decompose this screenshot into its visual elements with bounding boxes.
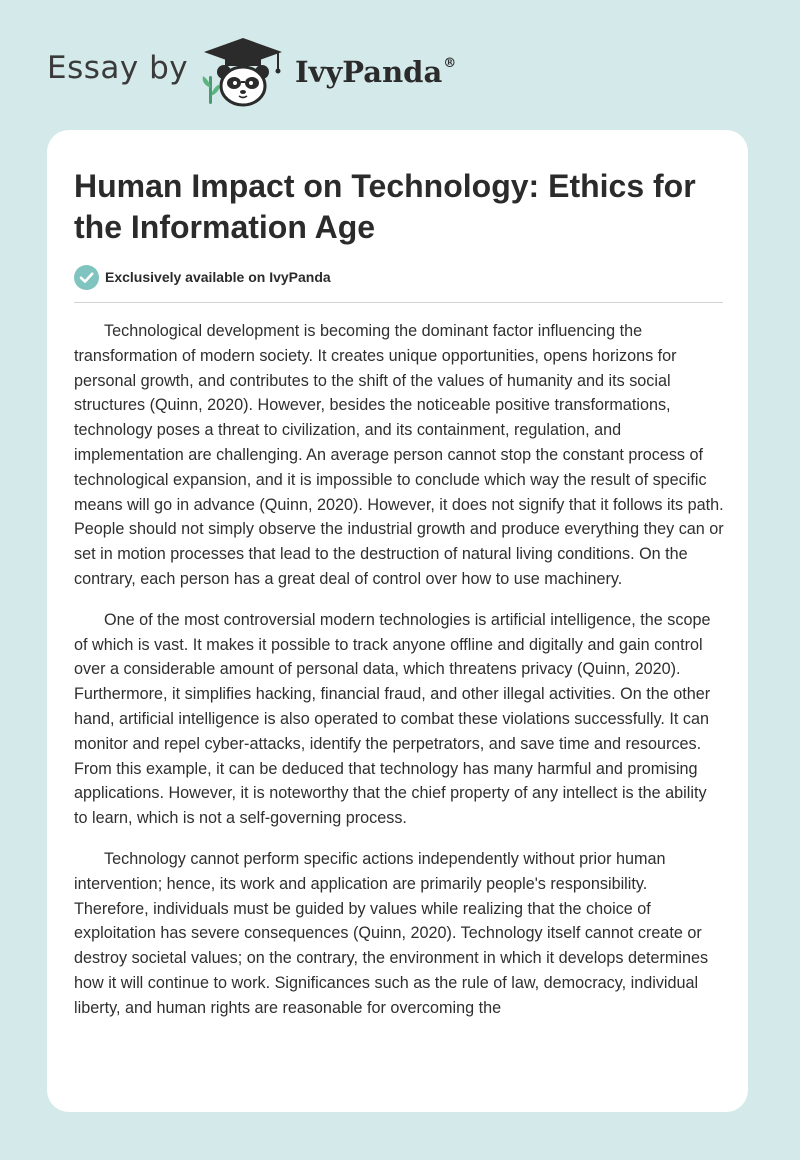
exclusive-badge [74, 264, 331, 290]
essay-paragraph-1: Technological development is becoming the dominant factor influencing the transformation of modern society. It creates unique opportunities, opens horizons for personal growth, and contributes to the shift of the values of humanity and its social structures (Quinn, 2020). However, besides the noticeable positive transformations, technology poses a threat to civilization, and its containment, regulation, and implementation are challenging. An average person cannot stop the constant process of technological expansion, and it is impossible to conclude which way the result of specific means will go in advance (Quinn, 2020). However, it does not signify that it follows its path. People should not simply observe the industrial growth and produce everything they can or set in motion processes that lead to the destruction of natural living conditions. On the contrary, each person has a great deal of control over how to use machinery. [74, 322, 724, 588]
title-divider [74, 302, 723, 303]
check-circle-icon [74, 265, 99, 290]
trademark-symbol: ® [443, 56, 457, 72]
site-header [0, 0, 800, 130]
essay-title: Human Impact on Technology: Ethics for the Information Age [74, 168, 696, 245]
essay-body [74, 319, 724, 1095]
essay-by-label: Essay by [47, 50, 189, 86]
exclusive-badge-label: Exclusively available on IvyPanda [105, 269, 331, 285]
brand-name[interactable] [295, 55, 456, 89]
panda-graduate-icon[interactable] [200, 36, 286, 110]
essay-paragraph-3: Technology cannot perform specific actions independently without prior human intervention; hence, its work and application are primarily people's responsibility. Therefore, individuals must be guided by values while realizing that the choice of exploitation has severe consequences (Quinn, 2020). Technology itself cannot create or destroy societal values; on the contrary, the environment in which it develops determines how it will continue to work. Significances such as the rule of law, democracy, individual liberty, and human rights are reasonable for overcoming the [74, 849, 709, 1017]
brand-text: IvyPanda [295, 55, 443, 89]
essay-paragraph-2: One of the most controversial modern technologies is artificial intelligence, the scope of which is vast. It makes it possible to track anyone offline and digitally and gain control over a considerable amount of personal data, which threatens privacy (Quinn, 2020). Furthermore, it simplifies hacking, financial fraud, and other illegal activities. On the other hand, artificial intelligence is also operated to combat these violations successfully. It can monitor and repel cyber-attacks, identify the perpetrators, and save time and resources. From this example, it can be deduced that technology has many harmful and promising applications. However, it is noteworthy that the chief property of any intellect is the ability to learn, which is not a self-governing process. [74, 610, 711, 828]
essay-card [47, 130, 748, 1112]
